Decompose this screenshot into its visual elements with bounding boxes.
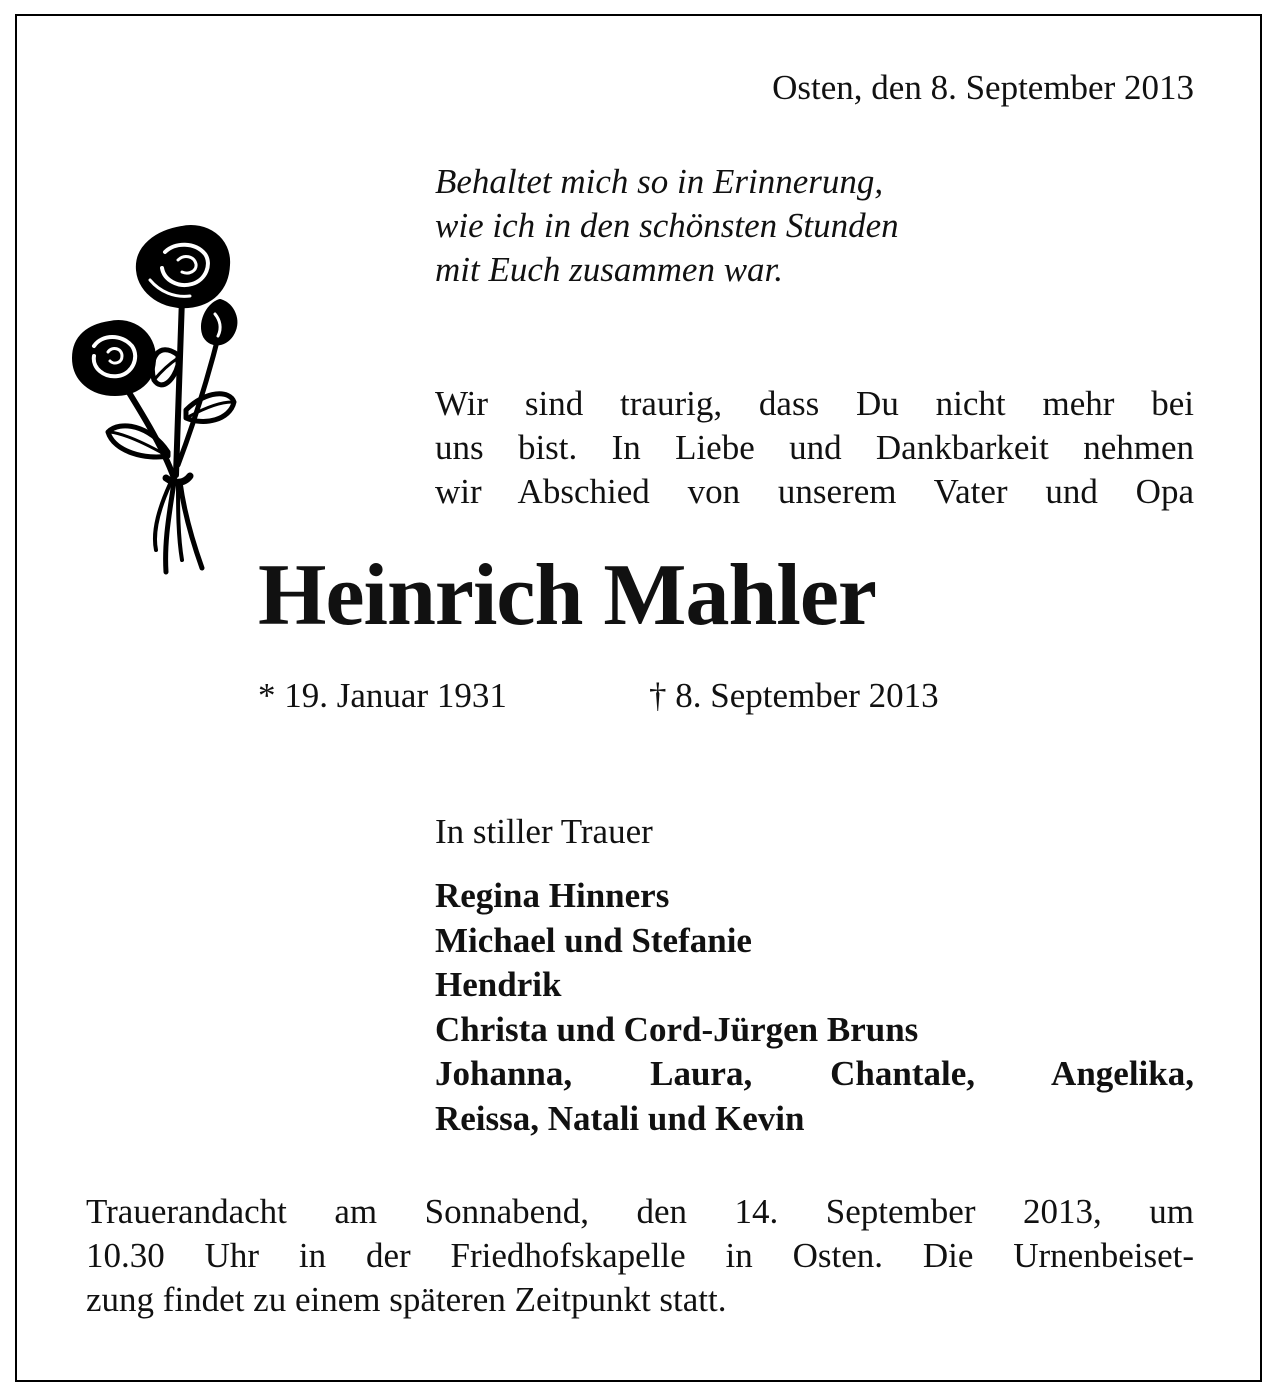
death-date: † 8. September 2013 — [649, 676, 939, 715]
family-line: Reissa, Natali und Kevin — [435, 1098, 805, 1138]
service-line: zung findet zu einem späteren Zeitpunkt statt. — [86, 1280, 727, 1319]
memorial-quote — [435, 160, 899, 292]
birth-date: * 19. Januar 1931 — [258, 676, 507, 715]
intro-line: uns bist. In Liebe und Dankbarkeit nehmen — [435, 428, 1194, 467]
family-line: Michael und Stefanie — [435, 920, 752, 960]
family-list — [435, 874, 1194, 1141]
rose-bouquet-icon — [70, 220, 245, 585]
intro-line: wir Abschied von unserem Vater und Opa — [435, 472, 1194, 511]
quote-line: wie ich in den schönsten Stunden — [435, 206, 899, 245]
service-line: Trauerandacht am Sonnabend, den 14. September 2013, um — [86, 1192, 1194, 1231]
deceased-name: Heinrich Mahler — [258, 547, 876, 644]
mourning-label: In stiller Trauer — [435, 812, 653, 851]
service-info — [86, 1190, 1194, 1322]
quote-line: Behaltet mich so in Erinnerung, — [435, 162, 884, 201]
family-line: Regina Hinners — [435, 876, 670, 915]
place-date: Osten, den 8. September 2013 — [772, 68, 1194, 107]
service-line: 10.30 Uhr in der Friedhofskapelle in Osten. Die Urnenbeiset- — [86, 1236, 1194, 1275]
family-line: Hendrik — [435, 965, 562, 1004]
intro-line: Wir sind traurig, dass Du nicht mehr bei — [435, 384, 1194, 423]
intro-text — [435, 382, 1194, 514]
family-line: Johanna, Laura, Chantale, Angelika, — [435, 1054, 1194, 1093]
quote-line: mit Euch zusammen war. — [435, 250, 784, 289]
family-line: Christa und Cord-Jürgen Bruns — [435, 1009, 919, 1049]
